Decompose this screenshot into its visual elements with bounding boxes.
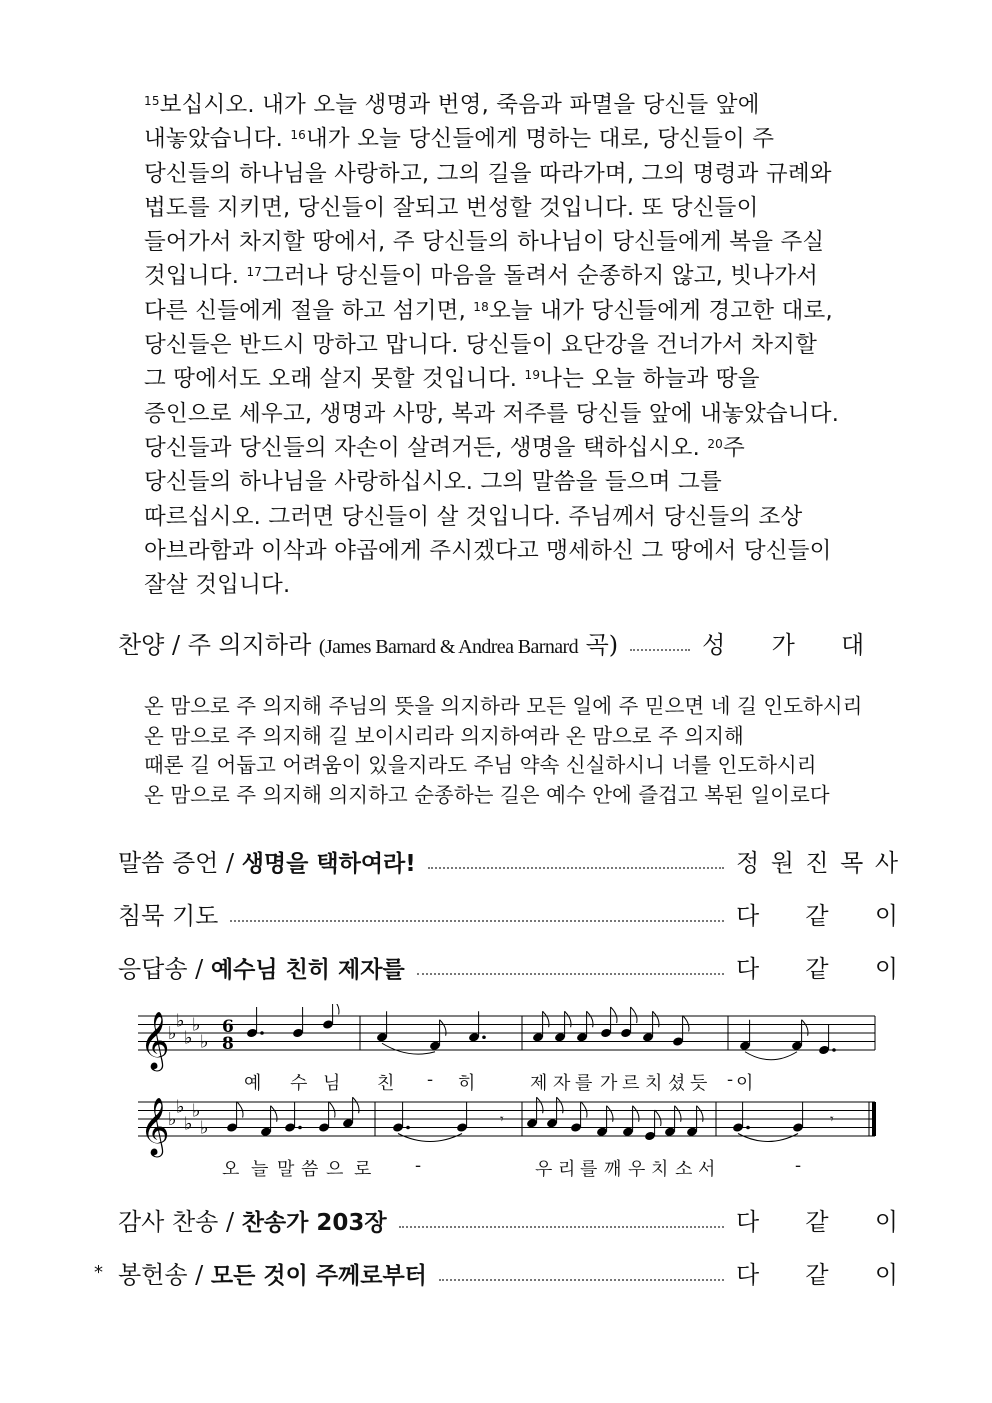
score-syllable: 치 <box>651 1159 669 1180</box>
spaced-char: 다 <box>736 1207 760 1236</box>
response-song-who <box>736 949 898 984</box>
verse-text: 당신들의 하나님을 사랑하십시오. 그의 말씀을 들으며 그를 <box>144 469 722 496</box>
scripture-line <box>144 397 884 431</box>
verse-text: 당신들과 당신들의 자손이 살려거든, 생명을 택하십시오. <box>144 434 708 461</box>
offertory-row <box>118 1252 898 1292</box>
lyric-line: 때론 길 어둡고 어려움이 있을지라도 주님 약속 신실하시니 너를 인도하시리 <box>144 753 817 778</box>
score-syllable: 으 <box>326 1159 344 1180</box>
anthem-row <box>118 622 898 662</box>
spaced-char: 성 <box>702 630 726 659</box>
scripture-line <box>144 259 884 293</box>
flat-icon: ♭ <box>168 1109 177 1130</box>
sermon-title: 생명을 택하여라! <box>241 850 416 877</box>
verse-text: 다른 신들에게 절을 하고 섬기면, <box>144 297 474 324</box>
score-syllable: 리 <box>558 1159 576 1180</box>
verse-text: 잘살 것입니다. <box>144 572 291 599</box>
score-syllable: 를 <box>580 1159 598 1180</box>
verse-text: 내놓았습니다. <box>144 126 291 153</box>
score-syllable: 수 <box>290 1073 308 1094</box>
scripture-line <box>144 500 884 534</box>
time-signature-bottom: 8 <box>222 1034 234 1054</box>
tie <box>745 1052 797 1060</box>
flat-icon: ♭ <box>168 1023 177 1044</box>
flat-icon: ♭ <box>200 1117 209 1139</box>
score-syllable: 로 <box>354 1159 372 1180</box>
score-syllable: 말 <box>277 1159 295 1180</box>
note-flag <box>237 1102 243 1118</box>
leader-dots <box>428 867 724 869</box>
flat-icon: ♭ <box>176 1010 185 1032</box>
note-dot <box>832 1048 836 1052</box>
spaced-char: 같 <box>805 901 829 930</box>
flat-icon: ♭ <box>184 1027 193 1049</box>
score-syllable: 오 <box>222 1159 240 1180</box>
anthem-composer: (James Barnard & Andrea Barnard <box>318 635 578 658</box>
spaced-char: 이 <box>874 954 898 983</box>
score-syllable: 친 <box>377 1073 395 1094</box>
final-bar-thick <box>872 1102 876 1136</box>
scripture-line <box>144 534 884 568</box>
scripture-line <box>144 328 884 362</box>
spaced-char: 이 <box>874 1207 898 1236</box>
response-song-score <box>130 1004 890 1194</box>
staff-line-2 <box>138 1096 876 1158</box>
leader-dots <box>230 920 724 922</box>
verse-text: 내가 오늘 당신들에게 명하는 대로, 당신들이 주 <box>306 126 775 153</box>
note-flag <box>683 1016 689 1032</box>
response-song-title: 예수님 친히 제자를 <box>210 956 405 983</box>
note-dot <box>406 1126 410 1130</box>
score-syllable: 늘 <box>251 1159 269 1180</box>
spaced-char: 같 <box>805 954 829 983</box>
scripture-line <box>144 294 884 328</box>
score-syllable: 예 <box>244 1073 262 1094</box>
note-flag <box>329 1102 335 1118</box>
verse-text: 주 <box>723 434 745 461</box>
spaced-char: 이 <box>874 901 898 930</box>
anthem-lyrics <box>144 692 884 811</box>
verse-text: 아브라함과 이삭과 야곱에게 주시겠다고 맹세하신 그 땅에서 당신들이 <box>144 537 832 564</box>
thanksgiving-title: 찬송가 203장 <box>241 1209 387 1236</box>
scripture-line <box>144 157 884 191</box>
flat-icon: ♭ <box>184 1113 193 1135</box>
spaced-char: 대 <box>840 630 865 659</box>
verse-number: 16 <box>290 128 306 143</box>
silent-prayer-label: 침묵 기도 <box>118 901 219 930</box>
score-syllable: 씀 <box>301 1159 319 1180</box>
sermon-label: 말씀 증언 / <box>118 848 242 877</box>
verse-text: 그 땅에서도 오래 살지 못할 것입니다. <box>144 366 525 393</box>
leader-dots <box>439 1279 724 1281</box>
tie <box>382 1043 435 1054</box>
score-syllable: 깨 <box>604 1159 622 1180</box>
scripture-line <box>144 191 884 225</box>
spaced-char: 진 <box>805 848 829 877</box>
sermon-row <box>118 840 898 880</box>
note-flag <box>611 1007 617 1023</box>
score-syllable: 르 <box>622 1073 640 1094</box>
verse-text: 따르십시오. 그러면 당신들이 살 것입니다. 주님께서 당신들의 조상 <box>144 503 803 530</box>
score-syllable: 님 <box>323 1073 341 1094</box>
lyric-line: 온 맘으로 주 의지해 의지하고 순종하는 길은 예수 안에 즐겁고 복된 일이로다 <box>144 783 830 808</box>
score-syllable: 소 <box>675 1159 693 1180</box>
score-syllable: 자 <box>553 1073 571 1094</box>
score-syllable: 가 <box>600 1073 618 1094</box>
verse-number: 18 <box>473 299 489 314</box>
sermon-preacher <box>736 843 898 878</box>
verse-text: 오늘 내가 당신들에게 경고한 대로, <box>488 297 833 324</box>
scripture-line <box>144 122 884 156</box>
score-syllable: - <box>727 1069 734 1090</box>
thanksgiving-who <box>736 1202 898 1237</box>
score-syllable: 서 <box>698 1159 716 1180</box>
anthem-performer <box>702 625 864 660</box>
note-flag <box>655 1110 661 1126</box>
scripture-line <box>144 362 884 396</box>
spaced-char: 같 <box>805 1207 829 1236</box>
score-syllable: 제 <box>530 1073 548 1094</box>
verse-text: 당신들의 하나님을 사랑하고, 그의 길을 따라가며, 그의 명령과 규례와 <box>144 160 832 187</box>
spaced-char: 다 <box>736 954 760 983</box>
thanksgiving-label: 감사 찬송 / <box>118 1207 242 1236</box>
flat-icon: ♭ <box>192 1100 201 1122</box>
scripture-line <box>144 431 884 465</box>
spaced-char: 목 <box>840 848 864 877</box>
scripture-line <box>144 568 884 602</box>
verse-text: 나는 오늘 하늘과 땅을 <box>540 366 760 393</box>
score-syllable: 우 <box>628 1159 646 1180</box>
treble-clef-icon: 𝄞 <box>140 1097 170 1155</box>
note-flag <box>631 1007 637 1023</box>
verse-text: 들어가서 차지할 땅에서, 주 당신들의 하나님이 당신들에게 복을 주실 <box>144 229 825 256</box>
offertory-label: 봉헌송 / <box>118 1260 211 1289</box>
scripture-line <box>144 225 884 259</box>
verse-number: 17 <box>246 265 263 280</box>
flat-icon: ♭ <box>200 1031 209 1053</box>
leader-dots <box>630 649 690 651</box>
spaced-char: 다 <box>736 901 760 930</box>
score-syllable: 셨 <box>668 1073 686 1094</box>
scripture-line <box>144 88 884 122</box>
score-syllable: 히 <box>458 1073 476 1094</box>
standing-mark: * <box>94 1262 103 1283</box>
verse-number: 20 <box>707 436 723 451</box>
score-syllable: 를 <box>575 1073 593 1094</box>
verse-number: 15 <box>144 94 160 108</box>
spaced-char: 이 <box>874 1260 898 1289</box>
score-syllable: 치 <box>645 1073 663 1094</box>
leader-dots <box>417 973 724 975</box>
score-syllable: - <box>795 1155 802 1176</box>
verse-text: 증인으로 세우고, 생명과 사망, 복과 저주를 당신들 앞에 내놓았습니다. <box>144 400 840 427</box>
leader-dots <box>399 1226 724 1228</box>
note-dot <box>746 1126 750 1130</box>
response-song-label: 응답송 / <box>118 954 211 983</box>
score-syllable: 우 <box>535 1159 553 1180</box>
spaced-char: 같 <box>805 1260 829 1289</box>
staff-line-1 <box>138 1004 875 1072</box>
lyric-line: 온 맘으로 주 의지해 길 보이시리라 의지하여라 온 맘으로 주 의지해 <box>144 723 744 748</box>
verse-number: 19 <box>524 368 541 383</box>
note-flag <box>581 1102 587 1118</box>
flat-icon: ♭ <box>192 1014 201 1036</box>
silent-prayer-row <box>118 893 898 933</box>
tie <box>738 1134 798 1142</box>
eighth-rest-icon: 𝄾 <box>500 1111 504 1128</box>
score-syllable: - <box>427 1069 434 1090</box>
verse-text: 그러나 당신들이 마음을 돌려서 순종하지 않고, 빗나가서 <box>262 263 819 290</box>
lyric-line: 온 맘으로 주 의지해 주님의 뜻을 의지하라 모든 일에 주 믿으면 네 길 인도하시리 <box>144 694 863 718</box>
spaced-char: 다 <box>736 1260 760 1289</box>
verse-text: 것입니다. <box>144 263 247 290</box>
note-dot <box>482 1035 486 1039</box>
score-syllable: 이 <box>736 1073 754 1094</box>
score-syllable: - <box>415 1155 422 1176</box>
time-signature-top: 6 <box>222 1017 234 1037</box>
tie <box>398 1134 462 1142</box>
anthem-label: 찬양 / 주 의지하라 (James Barnard & Andrea Barnard 곡) <box>118 630 619 659</box>
response-song-row <box>118 946 898 986</box>
note-dot <box>260 1031 264 1035</box>
spaced-char: 가 <box>771 630 795 659</box>
note-dot <box>298 1126 302 1130</box>
scripture-line <box>144 465 884 499</box>
score-syllable: 듯 <box>690 1073 708 1094</box>
silent-prayer-who <box>736 896 898 931</box>
spaced-char: 사 <box>874 848 898 877</box>
offertory-title: 모든 것이 주께로부터 <box>210 1262 427 1289</box>
treble-clef-icon: 𝄞 <box>140 1011 170 1069</box>
scripture-passage <box>144 88 884 602</box>
verse-text: 보십시오. 내가 오늘 생명과 번영, 죽음과 파멸을 당신들 앞에 <box>159 92 760 118</box>
thanksgiving-hymn-row <box>118 1199 898 1239</box>
spaced-char: 정 <box>736 848 760 877</box>
note-flag <box>333 1004 339 1015</box>
verse-text: 법도를 지키면, 당신들이 잘되고 번성할 것입니다. 또 당신들이 <box>144 194 759 221</box>
flat-icon: ♭ <box>176 1096 185 1118</box>
offertory-who <box>736 1255 898 1290</box>
verse-text: 당신들은 반드시 망하고 맙니다. 당신들이 요단강을 건너가서 차지할 <box>144 332 817 359</box>
eighth-rest-icon: 𝄾 <box>830 1111 834 1128</box>
spaced-char: 원 <box>770 848 794 877</box>
